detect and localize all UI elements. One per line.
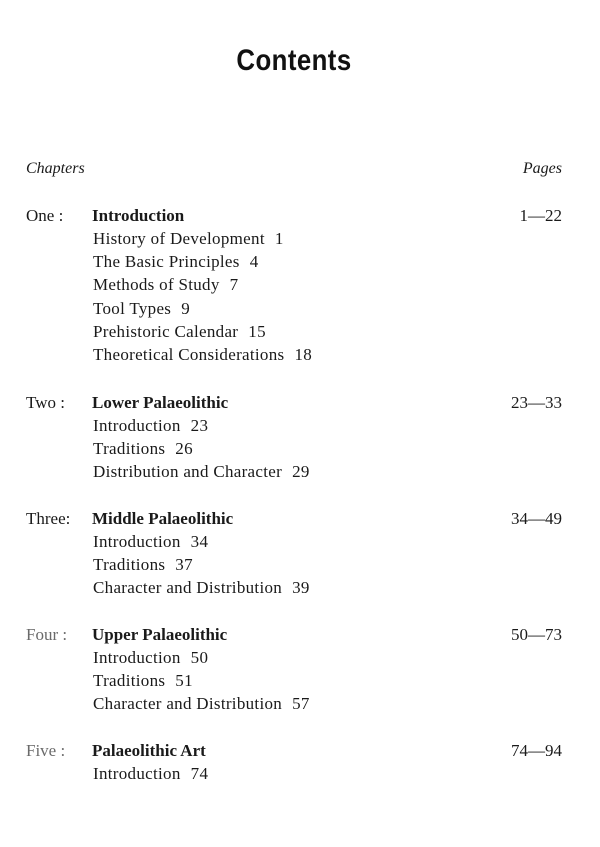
section-label: Introduction (93, 532, 181, 551)
section-page: 26 (175, 439, 193, 459)
section-entry (0, 646, 600, 669)
chapter-five (0, 739, 600, 785)
section-page: 51 (175, 671, 193, 691)
section-entry (0, 460, 600, 483)
section-entry (0, 227, 600, 250)
section-page: 1 (274, 229, 284, 248)
section-label: Prehistoric Calendar (93, 321, 239, 341)
section-entry (0, 762, 600, 785)
section-page: 37 (175, 555, 193, 575)
chapter-title: Middle Palaeolithic (92, 509, 234, 528)
section-page: 34 (190, 532, 209, 551)
section-page: 15 (248, 321, 266, 341)
section-page: 4 (249, 252, 259, 272)
page-title: Contents (236, 44, 352, 77)
chapter-page-range: 1—22 (519, 206, 562, 225)
chapter-heading (0, 204, 600, 227)
pages-column-header: Pages (522, 160, 562, 177)
chapter-heading (0, 739, 600, 762)
chapter-page-range: 50—73 (511, 625, 562, 644)
section-label: The Basic Principles (93, 252, 240, 272)
chapter-title: Introduction (92, 206, 185, 225)
chapters-column-header: Chapters (26, 160, 85, 177)
section-page: 23 (190, 416, 209, 435)
section-page: 9 (181, 298, 191, 318)
section-page: 29 (292, 462, 310, 482)
section-label: Introduction (93, 764, 181, 783)
section-label: Traditions (93, 555, 166, 575)
section-label: Tool Types (93, 298, 172, 318)
chapter-two (0, 391, 600, 484)
section-label: Character and Distribution (93, 578, 283, 598)
section-entry (0, 297, 600, 320)
chapter-heading (0, 507, 600, 530)
section-entry (0, 273, 600, 296)
section-entry (0, 250, 600, 273)
chapter-heading (0, 623, 600, 646)
chapter-title: Palaeolithic Art (92, 741, 206, 760)
section-label: Introduction (93, 416, 181, 435)
chapter-number: Four : (26, 625, 68, 644)
chapter-one (0, 204, 600, 366)
chapter-number: Two : (26, 393, 65, 412)
section-page: 57 (292, 694, 310, 714)
section-page: 50 (190, 648, 209, 667)
section-label: Distribution and Character (93, 462, 283, 482)
section-entry (0, 553, 600, 576)
chapter-title: Lower Palaeolithic (92, 393, 229, 412)
section-page: 18 (294, 344, 313, 364)
section-page: 39 (292, 578, 310, 598)
section-entry (0, 692, 600, 715)
section-label: Traditions (93, 439, 166, 459)
chapter-number: Five : (26, 741, 66, 760)
chapter-heading (0, 391, 600, 414)
section-page: 74 (190, 764, 209, 783)
section-label: History of Development (93, 229, 265, 248)
chapter-four (0, 623, 600, 716)
section-entry (0, 437, 600, 460)
section-label: Methods of Study (93, 275, 220, 295)
chapter-three (0, 507, 600, 600)
chapter-page-range: 23—33 (511, 393, 562, 412)
chapter-title: Upper Palaeolithic (92, 625, 228, 644)
section-label: Character and Distribution (93, 694, 283, 714)
chapter-number: Three: (26, 509, 71, 528)
section-entry (0, 343, 600, 366)
section-entry (0, 530, 600, 553)
section-label: Traditions (93, 671, 166, 691)
chapter-number: One : (26, 206, 64, 225)
section-label: Introduction (93, 648, 181, 667)
chapter-page-range: 74—94 (511, 741, 562, 760)
section-page: 7 (229, 275, 239, 295)
section-entry (0, 669, 600, 692)
chapter-page-range: 34—49 (511, 509, 562, 528)
section-entry (0, 576, 600, 599)
section-entry (0, 414, 600, 437)
section-label: Theoretical Considerations (93, 344, 285, 364)
section-entry (0, 320, 600, 343)
